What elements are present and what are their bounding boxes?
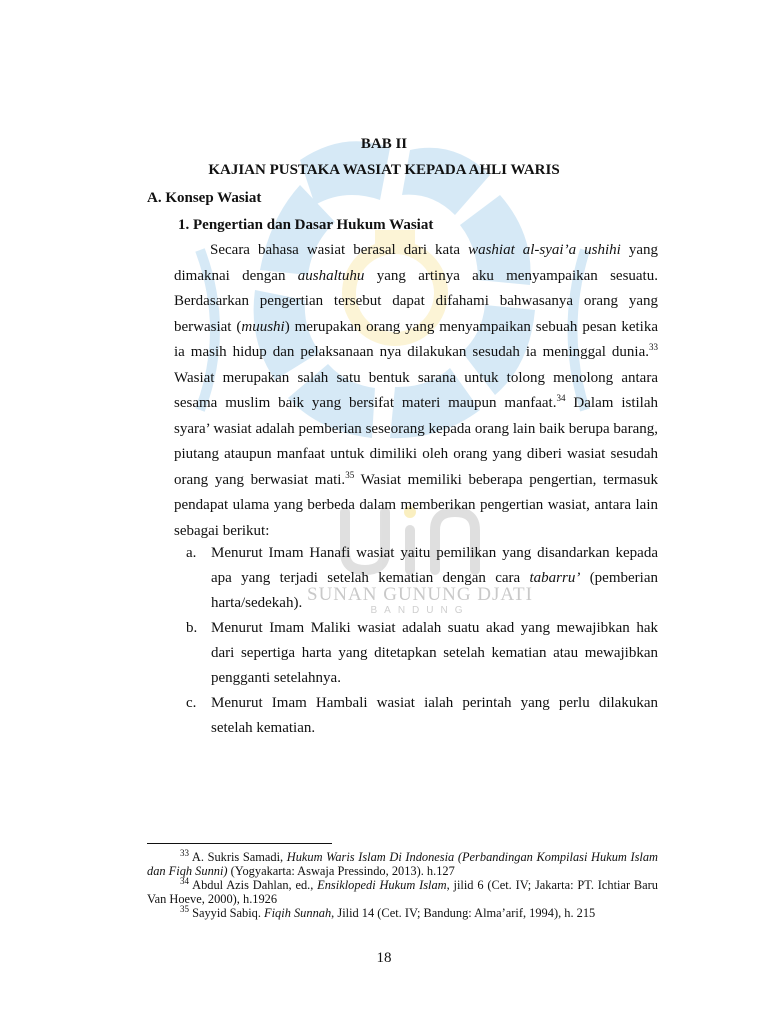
list-marker: c. xyxy=(186,695,197,711)
text-run: ) merupakan orang yang menyampaikan sebuah pesan ketika ia masih hidup dan pelaksanaan nya dilakukan sesudah ia meninggal dunia. xyxy=(174,318,659,360)
italic-term: tabarru’ xyxy=(529,570,581,586)
list-item xyxy=(174,616,658,691)
text-run: , Jilid 14 (Cet. IV; Bandung: Alma’arif, 1994), h. 215 xyxy=(331,906,596,920)
italic-title: Ensiklopedi Hukum Islam xyxy=(317,878,447,892)
footnote-35 xyxy=(147,903,658,920)
text-run: (Yogyakarta: Aswaja Pressindo, 2013). h.127 xyxy=(227,864,455,878)
text-run: yang dimaknai dengan xyxy=(174,242,658,284)
list-item xyxy=(174,691,658,741)
footnote-33 xyxy=(147,847,658,878)
subsection-heading: 1. Pengertian dan Dasar Hukum Wasiat xyxy=(178,217,434,233)
definition-list xyxy=(174,541,658,741)
footnote-ref-35[interactable]: 35 xyxy=(345,469,355,480)
italic-title: Hukum Waris Islam Di Indonesia (Perbandingan Kompilasi Hukum Islam dan Fiqh Sunni) xyxy=(147,850,658,878)
text-run: Dalam istilah syara’ wasiat adalah pemberian seseorang kepada orang lain baik berupa barang, piutang ataupun manfaat untuk dimiliki oleh orang yang diberi wasiat sesudah orang yang berwasiat mati. xyxy=(174,395,658,488)
text-run: Menurut Imam Hanafi wasiat yaitu pemilikan yang disandarkan kepada apa yang terjadi setelah kematian dengan cara xyxy=(211,545,658,586)
text-run: Abdul Azis Dahlan, ed., xyxy=(189,878,318,892)
text-run: Secara bahasa wasiat berasal dari kata xyxy=(210,242,469,258)
italic-term: washiat al-syai’a ushihi xyxy=(468,242,621,258)
watermark-city: BANDUNG xyxy=(370,605,470,616)
footnote-34 xyxy=(147,875,659,906)
italic-title: Fiqih Sunnah xyxy=(264,906,332,920)
footnote-ref-33[interactable]: 33 xyxy=(649,342,658,352)
text-run: Wasiat memiliki beberapa pengertian, termasuk pendapat ulama yang berbeda dalam memberikan pengertian wasiat, antara lain sebagai berikut: xyxy=(174,471,658,539)
chapter-label: BAB II xyxy=(360,136,408,152)
text-run: (pemberian harta/sedekah). xyxy=(211,570,658,611)
list-item xyxy=(174,541,658,616)
text-run: Menurut Imam Maliki wasiat adalah suatu akad yang mewajibkan hak dari sepertiga harta yang ditetapkan setelah kematian atau mewajibkan pengganti setelahnya. xyxy=(211,620,658,686)
chapter-title: KAJIAN PUSTAKA WASIAT KEPADA AHLI WARIS xyxy=(208,162,560,178)
footnotes xyxy=(147,847,659,920)
text-run: , jilid 6 (Cet. IV; Jakarta: PT. Ichtiar Baru Van Hoeve, 2000), h.1926 xyxy=(147,878,659,906)
section-heading: A. Konsep Wasiat xyxy=(147,190,262,206)
footnote-number: 35 xyxy=(180,903,189,914)
text-run: Menurut Imam Hambali wasiat ialah perintah yang perlu dilakukan setelah kematian. xyxy=(211,695,658,736)
footnote-ref-34[interactable]: 34 xyxy=(556,393,566,403)
body-paragraph xyxy=(174,238,658,544)
watermark-name: SUNAN GUNUNG DJATI xyxy=(307,584,533,605)
list-marker: a. xyxy=(186,545,197,561)
italic-term: aushaltuhu xyxy=(297,267,365,284)
text-run: yang artinya aku menyampaikan sesuatu. Berdasarkan pengertian tersebut dapat difahami bahwasanya orang yang berwasiat ( xyxy=(174,267,658,335)
text-run: Wasiat merupakan salah satu bentuk sarana untuk tolong menolong antara sesama muslim baik yang bersifat materi maupun manfaat. xyxy=(174,369,658,411)
footnote-number: 33 xyxy=(180,847,189,858)
list-marker: b. xyxy=(186,620,198,636)
text-run: A. Sukris Samadi, xyxy=(189,850,287,864)
page-number: 18 xyxy=(376,950,392,966)
footnote-separator xyxy=(147,843,332,844)
text-run: Sayyid Sabiq. xyxy=(189,906,265,920)
italic-term: muushi xyxy=(241,318,285,335)
footnote-number: 34 xyxy=(180,875,189,886)
